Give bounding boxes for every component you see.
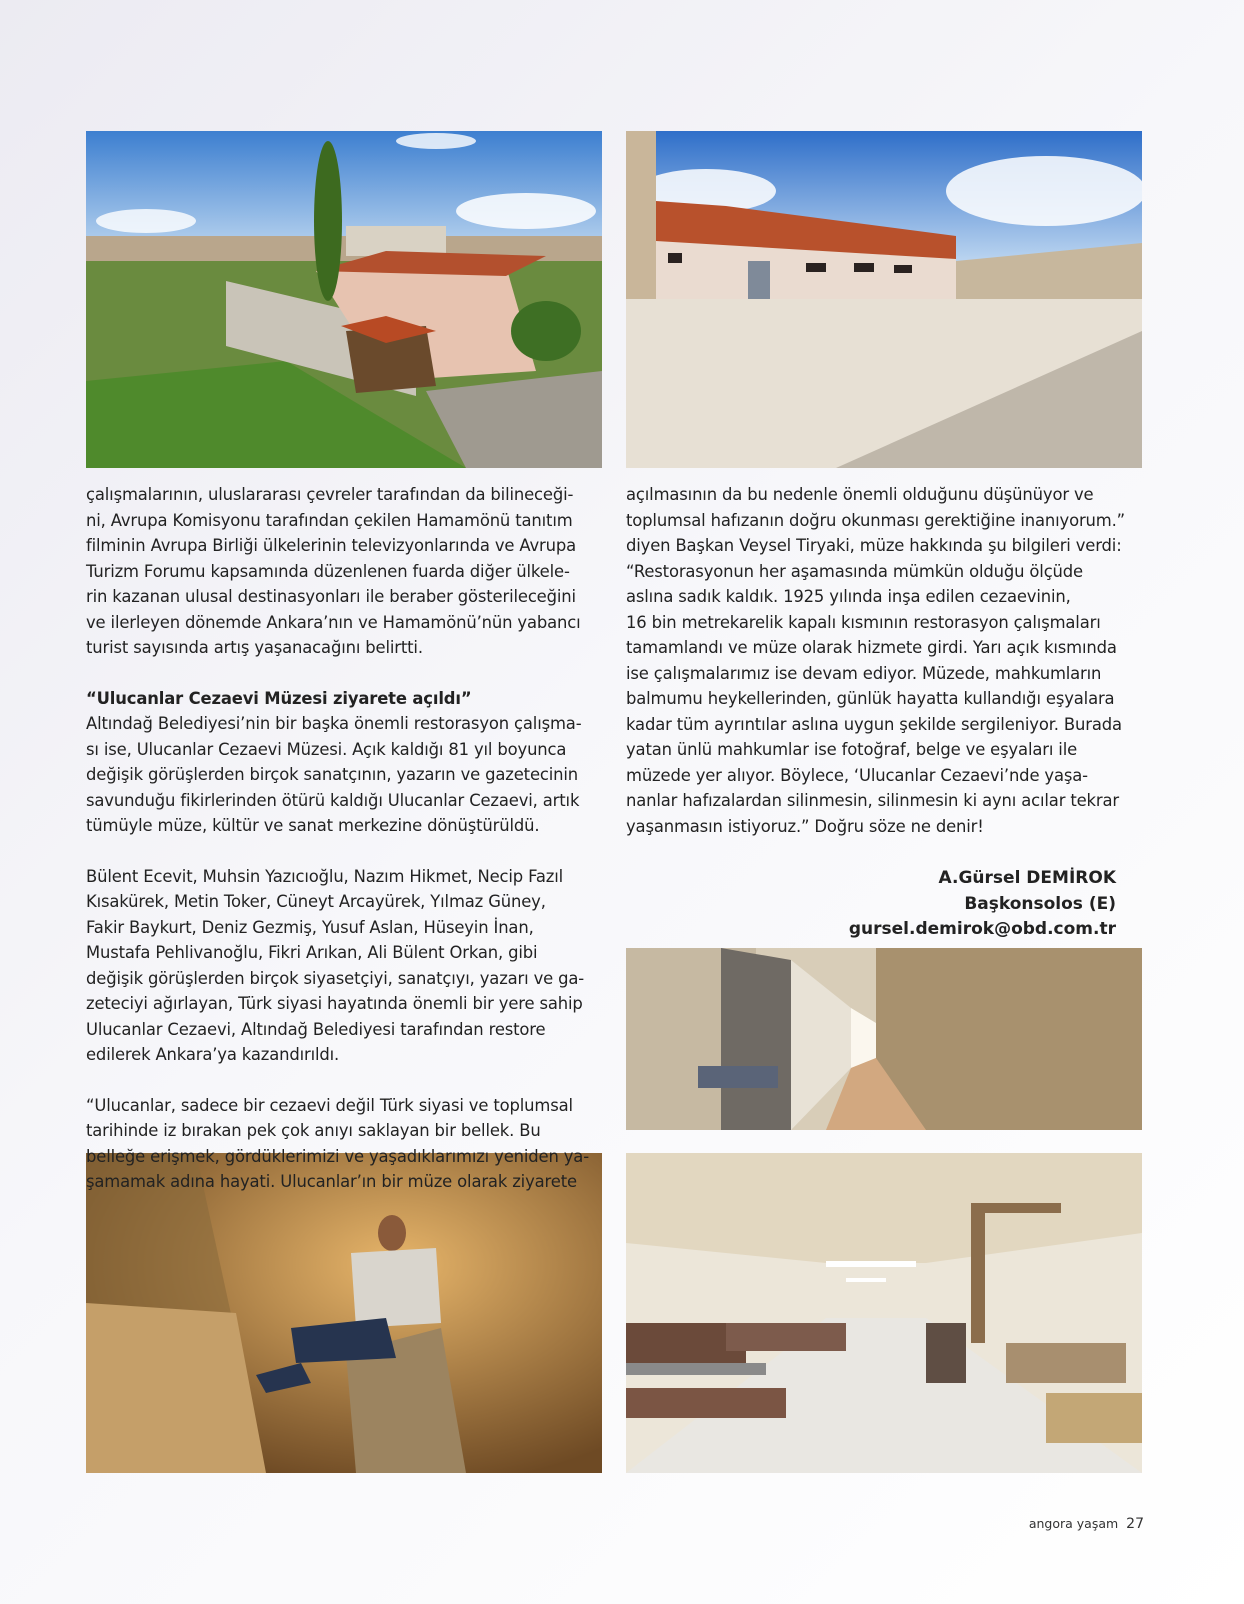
- photo-wax-figure-cell: [86, 1153, 602, 1473]
- author-signature: [849, 866, 1116, 943]
- author-email[interactable]: gursel.demirok@obd.com.tr: [848, 919, 1116, 939]
- article-column-right: [626, 482, 1142, 839]
- photo-prison-corridor: [626, 948, 1142, 1130]
- magazine-name: angora yaşam: [1028, 1516, 1119, 1531]
- photo-prison-courtyard: [626, 131, 1142, 468]
- photo-prison-dormitory: [626, 1153, 1142, 1473]
- article-column-left: [86, 482, 602, 1195]
- page-footer: [1029, 1516, 1144, 1532]
- page-number: 27: [1126, 1516, 1144, 1532]
- paragraph: Bülent Ecevit, Muhsin Yazıcıoğlu, Nazım Hikmet, Necip Fazıl Kısakürek, Metin Toker, Cüneyt Arcayürek, Yılmaz Güney, Fakir Baykurt, Deniz Gezmiş, Yusuf Aslan, Hüseyin İnan, Mustafa Pehlivanoğlu, Fikri Arıkan, Ali Bülent Orkan, gibi değişik görüşlerden birçok siyasetçiyi, sanatçıyı, yazarı ve ga- zeteciyi ağırlayan, Türk siyasi hayatında önemli bir yere sahip Ulucanlar Cezaevi, Altındağ Belediyesi tarafından restore edilerek Ankara’ya kazandırıldı.: [86, 866, 585, 1064]
- paragraph: çalışmalarının, uluslararası çevreler tarafından da bilineceği- ni, Avrupa Komisyonu tarafından çekilen Hamamönü tanıtım filminin Avrupa Birliği ülkelerinin televizyonlarında ve Avrupa Turizm Forumu kapsamında düzenlenen fuarda diğer ülkele- rin kazanan ulusal destinasyonları ile beraber gösterileceğini ve ilerleyen dönemde Ankara’nın ve Hamamönü’nün yabancı turist sayısında artış yaşanacağını belirtti.: [86, 485, 581, 657]
- author-title: Başkonsolos (E): [964, 893, 1116, 914]
- paragraph: Altındağ Belediyesi’nin bir başka önemli restorasyon çalışma- sı ise, Ulucanlar Cezaevi Müzesi. Açık kaldığı 81 yıl boyunca değişik görüşlerden birçok sanatçının, yazarın ve gazetecinin savunduğu fikirlerinden ötürü kaldığı Ulucanlar Cezaevi, artık tümüyle müze, kültür ve sanat merkezine dönüştürüldü.: [86, 714, 582, 835]
- author-name: A.Gürsel DEMİROK: [938, 868, 1116, 888]
- section-heading: “Ulucanlar Cezaevi Müzesi ziyarete açıldı”: [86, 688, 472, 708]
- paragraph: “Ulucanlar, sadece bir cezaevi değil Türk siyasi ve toplumsal tarihinde iz bırakan pek çok anıyı saklayan bir bellek. Bu belleğe erişmek, gördüklerimizi ve yaşadıklarımızı yeniden ya- şamamak adına hayati. Ulucanlar’ın bir müze olarak ziyarete: [86, 1095, 589, 1191]
- photo-prison-aerial: [86, 131, 602, 468]
- paragraph: açılmasının da bu nedenle önemli olduğunu düşünüyor ve toplumsal hafızanın doğru okunması gerektiğine inanıyorum.” diyen Başkan Veysel Tiryaki, müze hakkında şu bilgileri verdi: “Restorasyonun her aşamasında mümkün olduğu ölçüde aslına sadık kaldık. 1925 yılında inşa edilen cezaevinin, 16 bin metrekarelik kapalı kısmının restorasyon çalışmaları tamamlandı ve müze olarak hizmete girdi. Yarı açık kısmında ise çalışmalarımız ise devam ediyor. Müzede, mahkumların balmumu heykellerinden, günlük hayatta kullandığı eşyalara kadar tüm ayrıntılar aslına uygun şekilde sergileniyor. Burada yatan ünlü mahkumlar ise fotoğraf, belge ve eşyaları ile müzede yer alıyor. Böylece, ‘Ulucanlar Cezaevi’nde yaşa- nanlar hafızalardan silinmesin, silinmesin ki aynı acılar tekrar yaşanmasın istiyoruz.” Doğru söze ne denir!: [626, 485, 1126, 836]
